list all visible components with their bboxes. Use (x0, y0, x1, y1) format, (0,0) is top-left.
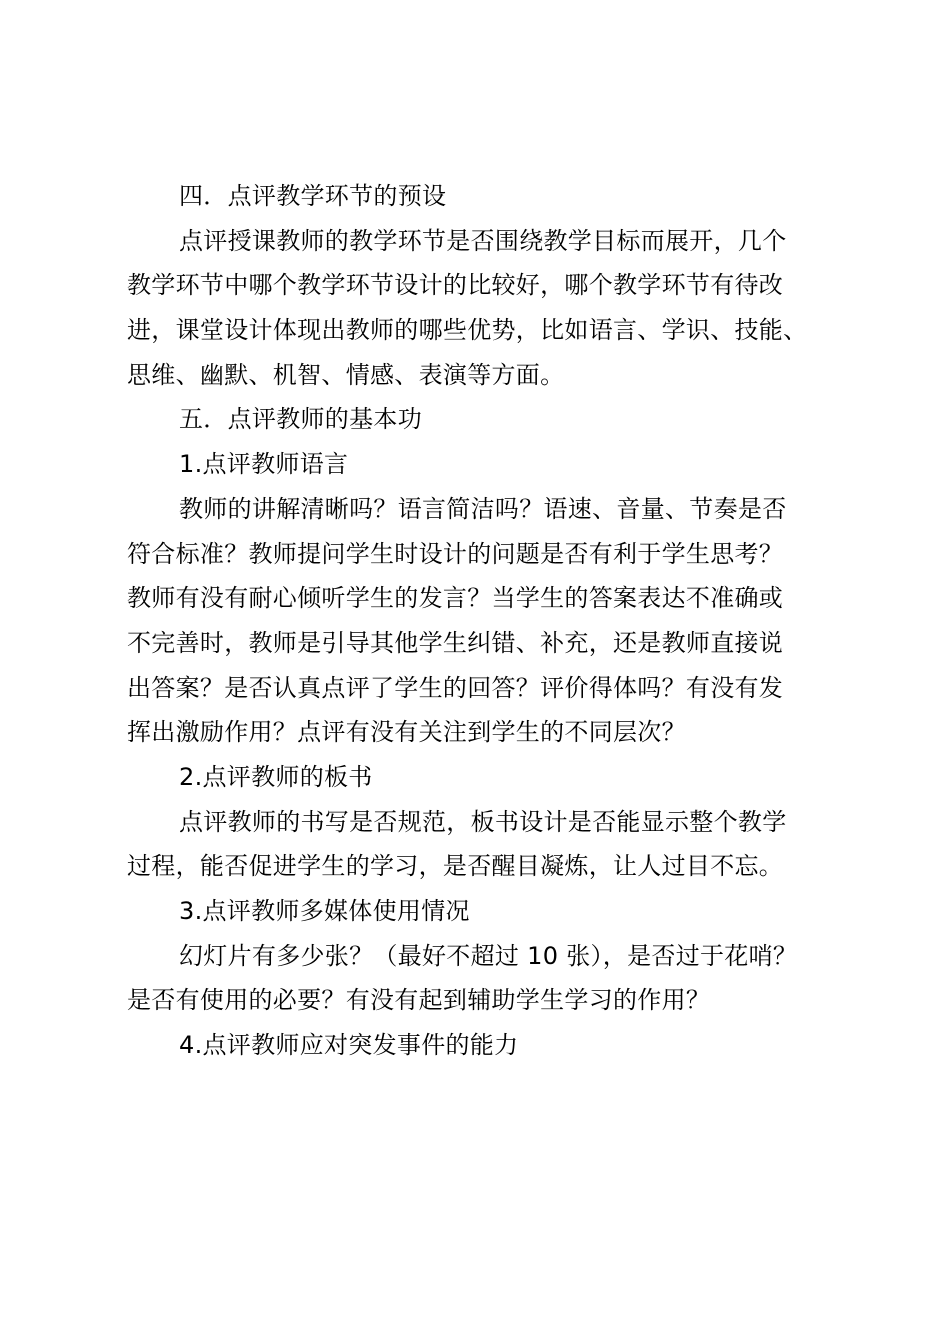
document-body (127, 174, 839, 1068)
text-line: 教师的讲解清晰吗？语言简洁吗？语速、音量、节奏是否 (179, 494, 787, 523)
text-line: 2.点评教师的板书 (179, 762, 373, 791)
text-line: 进，课堂设计体现出教师的哪些优势，比如语言、学识、技能、 (127, 316, 808, 345)
text-line: 教学环节中哪个教学环节设计的比较好，哪个教学环节有待改 (127, 271, 784, 300)
text-line: 是否有使用的必要？有没有起到辅助学生学习的作用？ (127, 986, 711, 1015)
text-line: 四．点评教学环节的预设 (179, 182, 447, 210)
text-line: 4.点评教师应对突发事件的能力 (179, 1031, 519, 1060)
text-line: 符合标准？教师提问学生时设计的问题是否有利于学生思考？ (127, 539, 784, 568)
text-line: 出答案？是否认真点评了学生的回答？评价得体吗？有没有发 (127, 673, 784, 702)
text-line: 1.点评教师语言 (179, 450, 349, 479)
text-line: 点评教师的书写是否规范，板书设计是否能显示整个教学 (179, 807, 787, 836)
text-line: 幻灯片有多少张？（最好不超过 10 张），是否过于花哨？ (179, 941, 798, 970)
text-line: 不完善时，教师是引导其他学生纠错、补充，还是教师直接说 (127, 628, 784, 657)
text-line: 思维、幽默、机智、情感、表演等方面。 (127, 360, 565, 389)
text-line: 五．点评教师的基本功 (179, 405, 422, 434)
text-line: 教师有没有耐心倾听学生的发言？当学生的答案表达不准确或 (127, 584, 784, 613)
text-line: 点评授课教师的教学环节是否围绕教学目标而展开，几个 (179, 226, 787, 255)
text-line: 挥出激励作用？点评有没有关注到学生的不同层次？ (127, 718, 686, 747)
text-line: 过程，能否促进学生的学习，是否醒目凝炼，让人过目不忘。 (127, 852, 784, 881)
text-line: 3.点评教师多媒体使用情况 (179, 897, 470, 925)
